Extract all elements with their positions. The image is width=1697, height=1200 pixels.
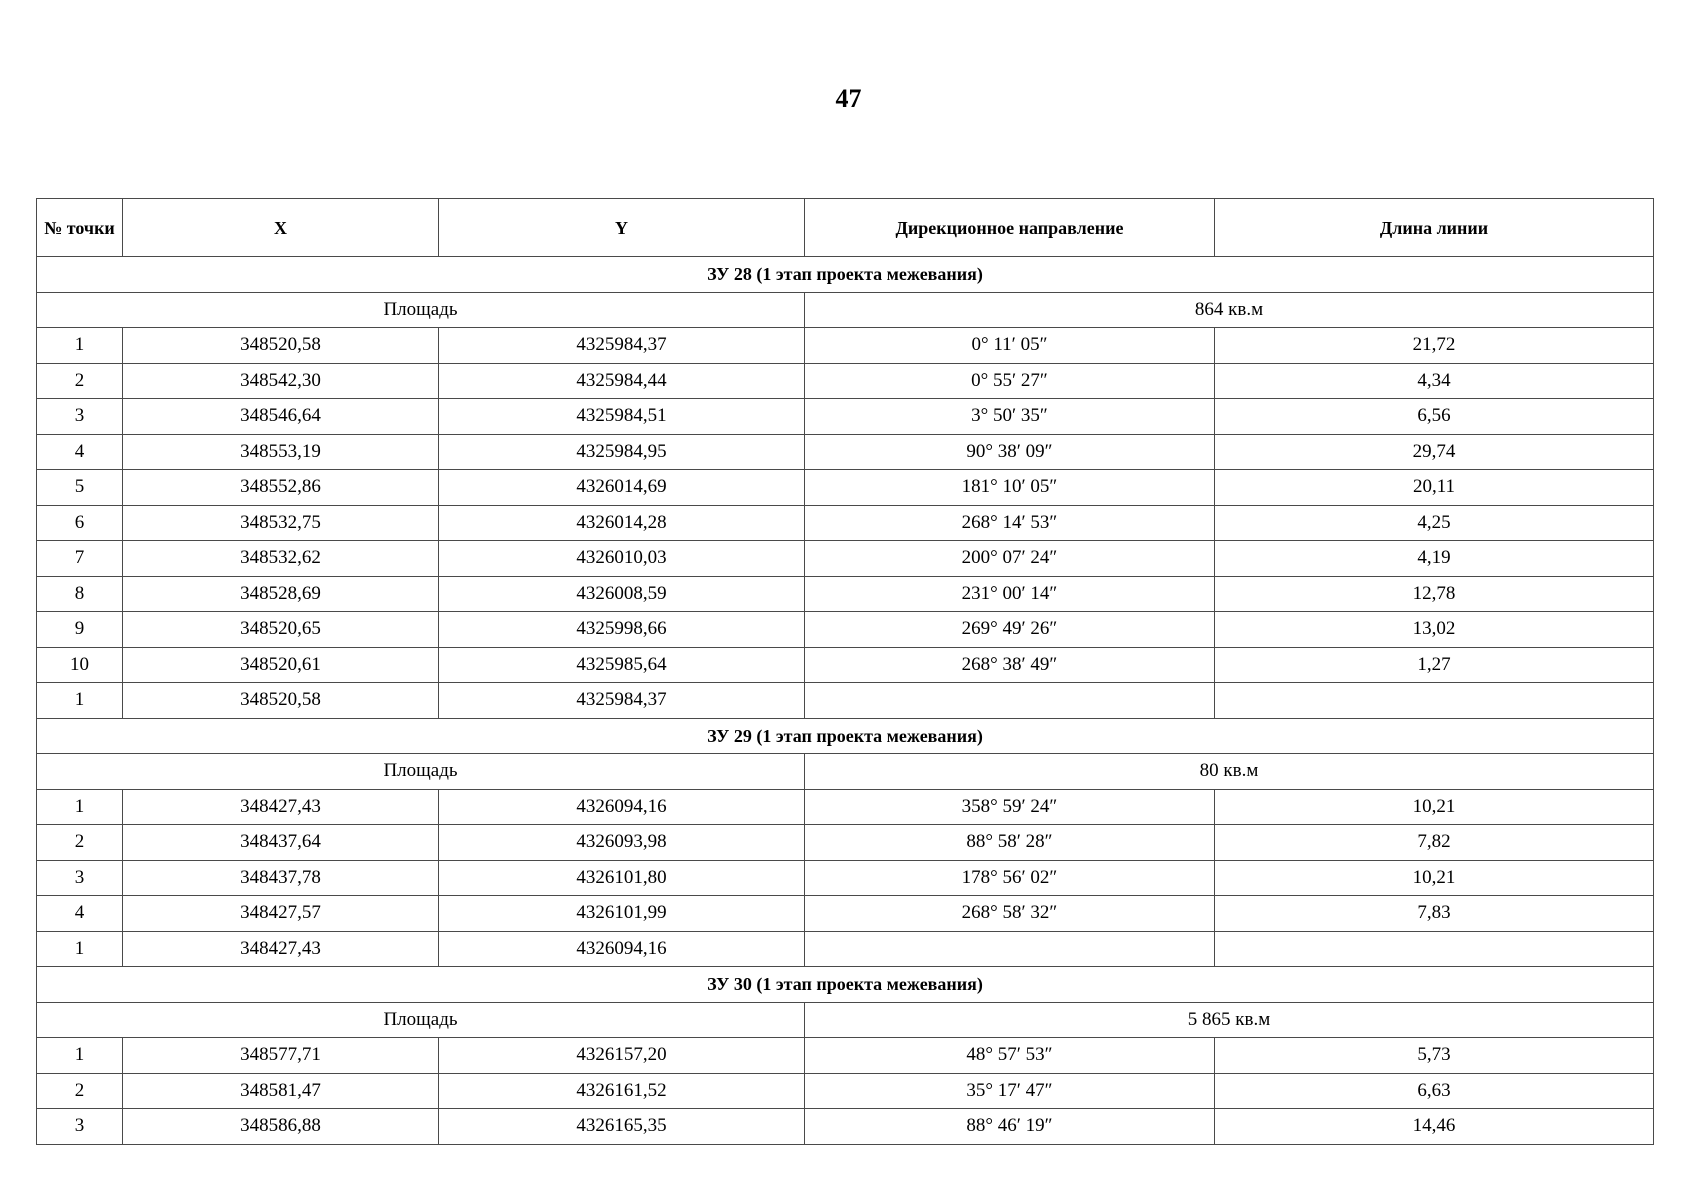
direction-cell: 200° 07′ 24″ — [805, 541, 1215, 577]
x-cell: 348577,71 — [123, 1038, 439, 1074]
x-cell: 348520,58 — [123, 683, 439, 719]
area-label: Площадь — [37, 1002, 805, 1038]
length-cell: 6,56 — [1215, 399, 1654, 435]
table-row — [37, 1038, 1654, 1074]
y-cell: 4326014,69 — [439, 470, 805, 506]
x-cell: 348532,75 — [123, 505, 439, 541]
header-length: Длина линии — [1215, 199, 1654, 257]
direction-cell: 35° 17′ 47″ — [805, 1073, 1215, 1109]
length-cell: 29,74 — [1215, 434, 1654, 470]
direction-cell — [805, 931, 1215, 967]
length-cell: 20,11 — [1215, 470, 1654, 506]
area-row — [37, 292, 1654, 328]
x-cell: 348437,64 — [123, 825, 439, 861]
length-cell: 4,25 — [1215, 505, 1654, 541]
y-cell: 4325984,95 — [439, 434, 805, 470]
point-no-cell: 3 — [37, 399, 123, 435]
x-cell: 348542,30 — [123, 363, 439, 399]
direction-cell: 181° 10′ 05″ — [805, 470, 1215, 506]
x-cell: 348437,78 — [123, 860, 439, 896]
section-title: ЗУ 28 (1 этап проекта межевания) — [37, 257, 1654, 293]
area-value: 80 кв.м — [805, 754, 1654, 790]
y-cell: 4326094,16 — [439, 931, 805, 967]
point-no-cell: 4 — [37, 896, 123, 932]
y-cell: 4326101,99 — [439, 896, 805, 932]
table-row — [37, 576, 1654, 612]
page-number: 47 — [835, 84, 862, 113]
section-title-row — [37, 967, 1654, 1003]
table-body — [37, 257, 1654, 1145]
table-row — [37, 896, 1654, 932]
x-cell: 348552,86 — [123, 470, 439, 506]
table-row — [37, 470, 1654, 506]
direction-cell: 0° 55′ 27″ — [805, 363, 1215, 399]
table-row — [37, 683, 1654, 719]
x-cell: 348427,57 — [123, 896, 439, 932]
length-cell: 5,73 — [1215, 1038, 1654, 1074]
section-title-row — [37, 257, 1654, 293]
coordinates-table — [36, 198, 1654, 1145]
y-cell: 4326014,28 — [439, 505, 805, 541]
direction-cell: 268° 58′ 32″ — [805, 896, 1215, 932]
area-label: Площадь — [37, 754, 805, 790]
point-no-cell: 10 — [37, 647, 123, 683]
table-row — [37, 399, 1654, 435]
x-cell: 348586,88 — [123, 1109, 439, 1145]
table-row — [37, 1073, 1654, 1109]
point-no-cell: 1 — [37, 683, 123, 719]
table-row — [37, 434, 1654, 470]
direction-cell: 269° 49′ 26″ — [805, 612, 1215, 648]
table-header — [37, 199, 1654, 257]
point-no-cell: 9 — [37, 612, 123, 648]
y-cell: 4326157,20 — [439, 1038, 805, 1074]
x-cell: 348546,64 — [123, 399, 439, 435]
table-row — [37, 789, 1654, 825]
x-cell: 348528,69 — [123, 576, 439, 612]
table-row — [37, 1109, 1654, 1145]
x-cell: 348553,19 — [123, 434, 439, 470]
point-no-cell: 1 — [37, 1038, 123, 1074]
length-cell: 6,63 — [1215, 1073, 1654, 1109]
section-title-row — [37, 718, 1654, 754]
y-cell: 4326101,80 — [439, 860, 805, 896]
length-cell: 12,78 — [1215, 576, 1654, 612]
x-cell: 348581,47 — [123, 1073, 439, 1109]
point-no-cell: 3 — [37, 1109, 123, 1145]
length-cell — [1215, 931, 1654, 967]
area-value: 5 865 кв.м — [805, 1002, 1654, 1038]
section-title: ЗУ 29 (1 этап проекта межевания) — [37, 718, 1654, 754]
point-no-cell: 1 — [37, 931, 123, 967]
direction-cell: 268° 38′ 49″ — [805, 647, 1215, 683]
table-row — [37, 505, 1654, 541]
area-value: 864 кв.м — [805, 292, 1654, 328]
length-cell: 7,83 — [1215, 896, 1654, 932]
direction-cell: 88° 58′ 28″ — [805, 825, 1215, 861]
table-row — [37, 328, 1654, 364]
point-no-cell: 4 — [37, 434, 123, 470]
direction-cell: 3° 50′ 35″ — [805, 399, 1215, 435]
point-no-cell: 2 — [37, 825, 123, 861]
y-cell: 4325984,37 — [439, 328, 805, 364]
x-cell: 348520,58 — [123, 328, 439, 364]
direction-cell: 268° 14′ 53″ — [805, 505, 1215, 541]
length-cell — [1215, 683, 1654, 719]
section-title: ЗУ 30 (1 этап проекта межевания) — [37, 967, 1654, 1003]
length-cell: 10,21 — [1215, 789, 1654, 825]
x-cell: 348520,61 — [123, 647, 439, 683]
table-row — [37, 541, 1654, 577]
table-row — [37, 363, 1654, 399]
point-no-cell: 2 — [37, 1073, 123, 1109]
x-cell: 348532,62 — [123, 541, 439, 577]
y-cell: 4326093,98 — [439, 825, 805, 861]
point-no-cell: 8 — [37, 576, 123, 612]
table-row — [37, 825, 1654, 861]
header-row — [37, 199, 1654, 257]
y-cell: 4326165,35 — [439, 1109, 805, 1145]
y-cell: 4325984,37 — [439, 683, 805, 719]
table-row — [37, 860, 1654, 896]
point-no-cell: 1 — [37, 328, 123, 364]
y-cell: 4325984,51 — [439, 399, 805, 435]
y-cell: 4326161,52 — [439, 1073, 805, 1109]
point-no-cell: 6 — [37, 505, 123, 541]
direction-cell: 88° 46′ 19″ — [805, 1109, 1215, 1145]
header-point-no: № точки — [37, 199, 123, 257]
y-cell: 4325998,66 — [439, 612, 805, 648]
direction-cell: 231° 00′ 14″ — [805, 576, 1215, 612]
direction-cell — [805, 683, 1215, 719]
area-label: Площадь — [37, 292, 805, 328]
length-cell: 13,02 — [1215, 612, 1654, 648]
direction-cell: 48° 57′ 53″ — [805, 1038, 1215, 1074]
x-cell: 348520,65 — [123, 612, 439, 648]
direction-cell: 358° 59′ 24″ — [805, 789, 1215, 825]
y-cell: 4326008,59 — [439, 576, 805, 612]
length-cell: 4,34 — [1215, 363, 1654, 399]
header-direction: Дирекционное направление — [805, 199, 1215, 257]
length-cell: 10,21 — [1215, 860, 1654, 896]
length-cell: 14,46 — [1215, 1109, 1654, 1145]
y-cell: 4326010,03 — [439, 541, 805, 577]
x-cell: 348427,43 — [123, 931, 439, 967]
point-no-cell: 5 — [37, 470, 123, 506]
header-x: X — [123, 199, 439, 257]
direction-cell: 90° 38′ 09″ — [805, 434, 1215, 470]
point-no-cell: 2 — [37, 363, 123, 399]
direction-cell: 0° 11′ 05″ — [805, 328, 1215, 364]
point-no-cell: 3 — [37, 860, 123, 896]
length-cell: 7,82 — [1215, 825, 1654, 861]
length-cell: 21,72 — [1215, 328, 1654, 364]
table-row — [37, 647, 1654, 683]
point-no-cell: 7 — [37, 541, 123, 577]
length-cell: 1,27 — [1215, 647, 1654, 683]
length-cell: 4,19 — [1215, 541, 1654, 577]
direction-cell: 178° 56′ 02″ — [805, 860, 1215, 896]
area-row — [37, 754, 1654, 790]
point-no-cell: 1 — [37, 789, 123, 825]
x-cell: 348427,43 — [123, 789, 439, 825]
table-row — [37, 612, 1654, 648]
y-cell: 4325984,44 — [439, 363, 805, 399]
area-row — [37, 1002, 1654, 1038]
y-cell: 4326094,16 — [439, 789, 805, 825]
y-cell: 4325985,64 — [439, 647, 805, 683]
table-row — [37, 931, 1654, 967]
header-y: Y — [439, 199, 805, 257]
